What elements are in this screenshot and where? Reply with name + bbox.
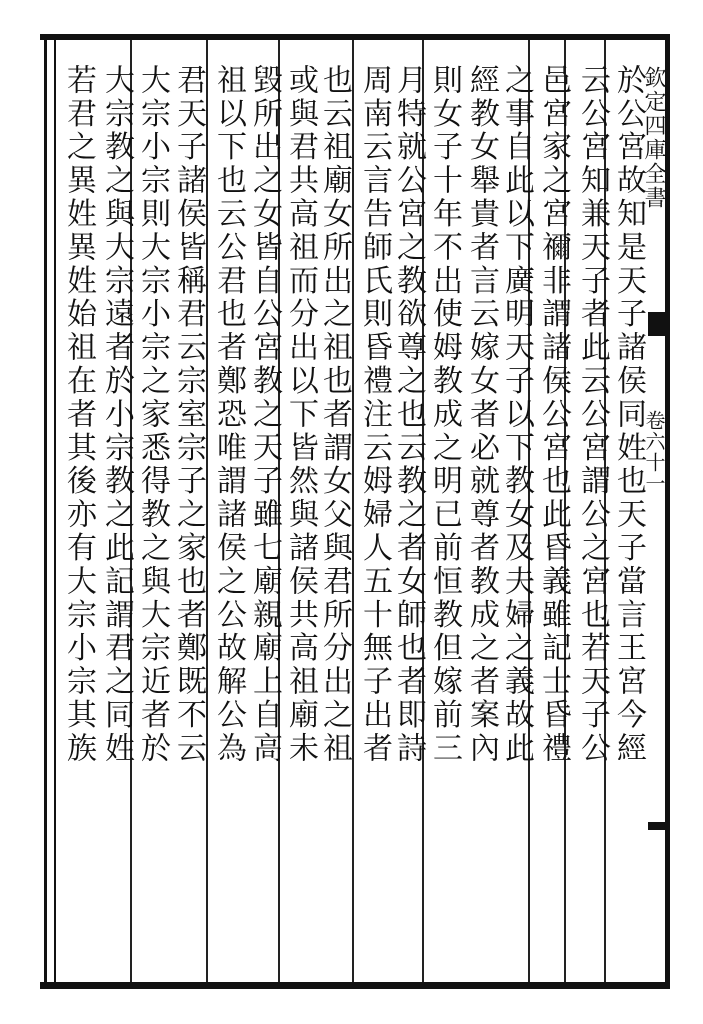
text-column-7: 月特就公宮之教欲尊之也云教之者女師也者即詩 (391, 64, 426, 766)
text-column-6: 則女子十年不出使姆教成之明已前恒教但嫁前三 (427, 64, 462, 766)
text-column-12: 祖以下也云公君也者鄭恐唯謂諸侯之公故解公為 (211, 64, 246, 766)
text-column-5: 經教女舉貴者言云嫁女者必就尊者教成之者案內 (464, 64, 499, 766)
top-border-rule (40, 34, 670, 40)
text-column-10: 或與君共高祖而分出以下皆然與諸侯共高祖廟未 (283, 64, 318, 766)
text-column-3: 邑宮家之宮禰非謂諸侯公宮也此昏義雖記士昏禮 (536, 64, 571, 766)
text-column-15: 大宗教之與大宗遠者於小宗教之此記謂君之同姓 (99, 64, 134, 766)
text-column-8: 周南云言告師氏則昏禮注云姆婦人五十無子出者 (357, 64, 392, 766)
fish-tail-mark (648, 312, 670, 336)
text-column-13: 君天子諸侯皆稱君云宗室宗子之家也者鄭既不云 (171, 64, 206, 766)
left-border-rule (54, 40, 56, 984)
banxin-juan-number: 卷六十一 (642, 410, 666, 494)
text-column-9: 也云祖廟女所出之祖也者謂女父與君所分出之祖 (317, 64, 352, 766)
fish-tail-mark-lower (648, 822, 670, 830)
text-column-2: 云公宮知兼天子者此云公宮謂公之宮也若天子公 (575, 64, 610, 766)
text-column-1: 於公宮故知是天子諸侯同姓也天子當言王宮今經 (611, 64, 646, 766)
banxin-title: 欽定四庫全書 (641, 66, 666, 210)
bottom-border-rule (40, 982, 670, 989)
text-column-14: 大宗小宗則大宗小宗之家悉得教之與大宗近者於 (135, 64, 170, 766)
text-column-4: 之事自此以下廣明天子以下教女及夫婦之義故此 (499, 64, 534, 766)
text-column-16: 若君之異姓異姓始祖在者其後亦有大宗小宗其族 (61, 64, 96, 766)
text-column-11: 毀所出之女皆自公宮教之天子雖七廟親廟上自高 (247, 64, 282, 766)
